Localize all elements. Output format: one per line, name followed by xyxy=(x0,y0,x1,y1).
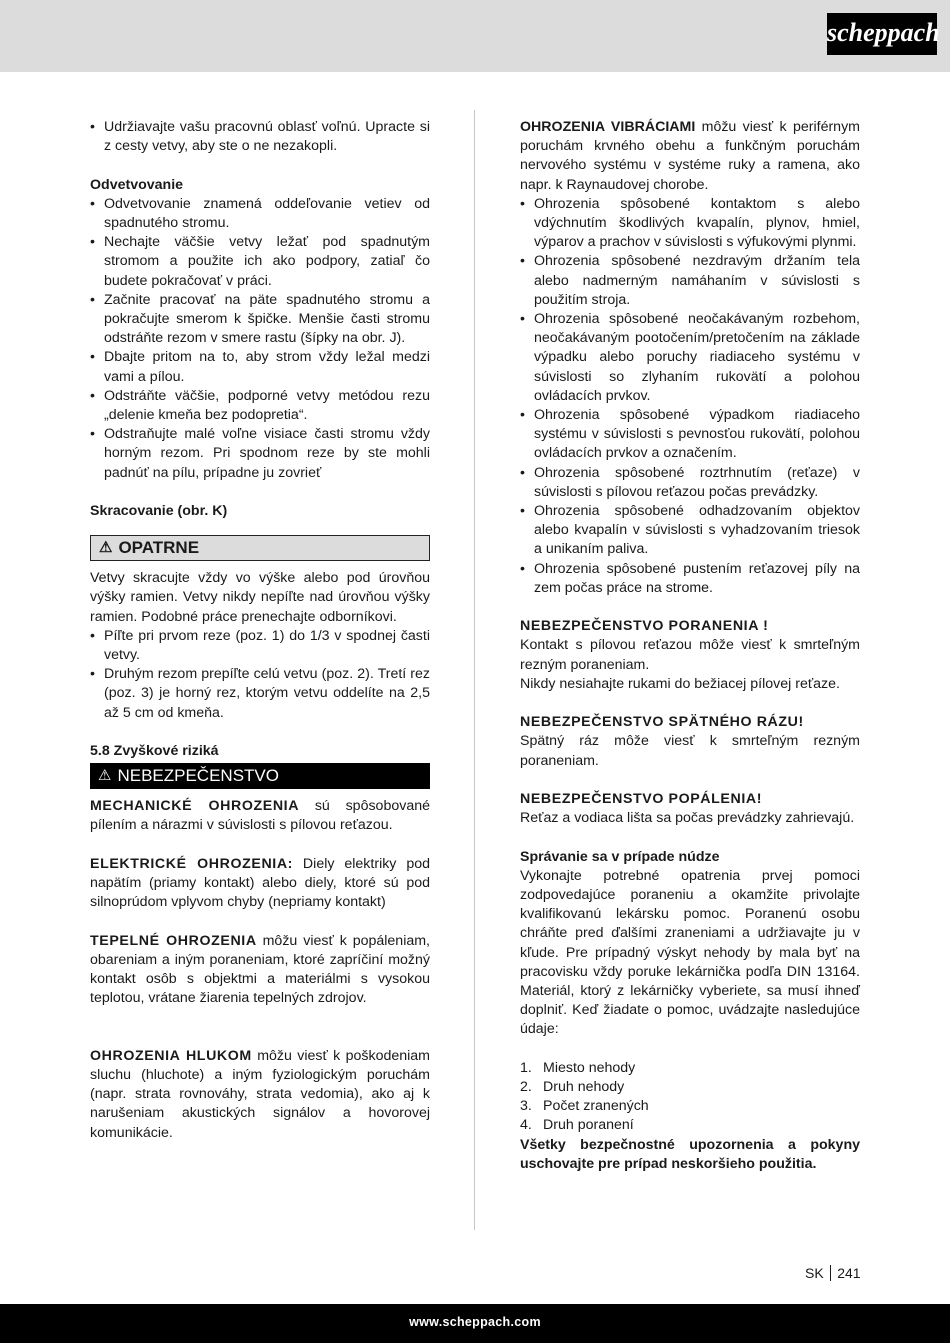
list-item: • Začnite pracovať na päte spadnutého stromu a pokračujte smerom k špičke. Menšie časti stromu odstráňte rezom v smere rastu (šípky na obr. J). xyxy=(90,291,430,349)
hazards-list xyxy=(520,195,860,598)
list-item: • Druhým rezom prepíľte celú vetvu (poz. 2). Tretí rez (poz. 3) je horný rez, ktorým vetvu oddelíte na 2,5 až 5 cm od kmeňa. xyxy=(90,665,430,723)
mechanical-hazards: MECHANICKÉ OHROZENIA sú spôsobované pílením a nárazmi v súvislosti s pílovou reťazou. xyxy=(90,798,430,834)
page-separator xyxy=(830,1265,832,1281)
electrical-hazards: ELEKTRICKÉ OHROZENIA: Diely elektriky pod napätím (priamy kontakt) alebo diely, ktoré sú pod silnoprúdom vplyvom chyby (nepriamy kontakt) xyxy=(90,855,430,911)
section-title-skracovanie: Skracovanie (obr. K) xyxy=(90,503,228,520)
section-title-risks: 5.8 Zvyškové riziká xyxy=(90,743,219,760)
danger-label: NEBEZPEČENSTVO xyxy=(117,766,279,786)
list-item: • Nechajte väčšie vetvy ležať pod spadnutým stromom a použite ich ako podpory, zatiaľ čo budete pokračovať v práci. xyxy=(90,233,430,291)
warning-triangle-icon: ⚠ xyxy=(99,539,113,557)
list-item: • Ohrozenia spôsobené nezdravým držaním tela alebo nadmerným namáhaním v súvislosti s použitím stroja. xyxy=(520,252,860,310)
brand-logo: scheppach xyxy=(827,13,937,55)
list-item: • Odstraňujte malé voľne visiace časti stromu vždy horným rezom. Pri spodnom reze by ste mohli padnúť na pílu, prípadne ju zovrieť xyxy=(90,425,430,483)
injury-title: NEBEZPEČENSTVO PORANENIA ! xyxy=(520,618,769,635)
list-item: • Ohrozenia spôsobené neočakávaným rozbehom, neočakávaným pootočením/pretočením na základe výpadku alebo poruchy riadiaceho systému v súvislosti so zlyhaním rukovätí a polohou ovládacích prvkov. xyxy=(520,310,860,406)
list-item: • Píľte pri prvom reze (poz. 1) do 1/3 v spodnej časti vetvy. xyxy=(90,627,430,665)
column-divider xyxy=(474,110,475,1230)
odvetvovanie-list xyxy=(90,195,430,483)
footer-url[interactable]: www.scheppach.com xyxy=(409,1315,541,1329)
list-item: • Ohrozenia spôsobené odhadzovaním objektov alebo kvapalín v súvislosti s vyhadzovaním triesok a unikaním paliva. xyxy=(520,502,860,560)
list-item: • Dbajte pritom na to, aby strom vždy ležal medzi vami a pílou. xyxy=(90,348,430,386)
list-item: • Ohrozenia spôsobené roztrhnutím (reťaze) v súvislosti s pílovou reťazou počas prevádzky. xyxy=(520,464,860,502)
injury-text-2: Nikdy nesiahajte rukami do bežiacej pílovej reťaze. xyxy=(520,675,840,692)
page-number xyxy=(805,1265,861,1281)
list-item: • Odstráňte väčšie, podporné vetvy metódou rezu „delenie kmeňa bez podopretia“. xyxy=(90,387,430,425)
section-title-odvetvovanie: Odvetvovanie xyxy=(90,176,184,193)
right-column xyxy=(520,118,860,1174)
noise-hazards: OHROZENIA HLUKOM môžu viesť k poškodeniam sluchu (hluchote) a iným fyziologickým poruchám (napr. strata rovnováhy, strata vedomia), ako aj k narušeniam akustických signálov a hovorovej komunikácie. xyxy=(90,1047,430,1141)
list-item: 3. Počet zranených xyxy=(520,1098,649,1115)
list-item: 2. Druh nehody xyxy=(520,1079,625,1096)
left-column xyxy=(90,118,430,1143)
list-item: • Ohrozenia spôsobené pustením reťazovej píly na zem počas práce na strome. xyxy=(520,560,860,598)
kickback-title: NEBEZPEČENSTVO SPÄTNÉHO RÁZU! xyxy=(520,714,804,731)
emergency-list xyxy=(520,1059,860,1136)
final-note: Všetky bezpečnostné upozornenia a pokyny uschovajte pre prípad neskoršieho použitia. xyxy=(520,1136,860,1172)
caution-banner xyxy=(90,535,430,561)
list-item: • Odvetvovanie znamená oddeľovanie vetiev od spadnutého stromu. xyxy=(90,195,430,233)
burn-text: Reťaz a vodiaca lišta sa počas prevádzky zahrievajú. xyxy=(520,810,855,827)
list-item: 1. Miesto nehody xyxy=(520,1059,636,1076)
page-number-value: 241 xyxy=(837,1265,861,1281)
caution-label: OPATRNE xyxy=(118,538,200,558)
footer-bar xyxy=(0,1304,950,1343)
list-item: 4. Druh poranení xyxy=(520,1117,634,1134)
list-item: • Ohrozenia spôsobené kontaktom s alebo vdýchnutím škodlivých kvapalín, plynov, hmiel, výparov a prachov v súvislosti s výfukovými plynmi. xyxy=(520,195,860,253)
list-item: • Udržiavajte vašu pracovnú oblasť voľnú. Upracte si z cesty vetvy, aby ste o ne nezakopli. xyxy=(90,118,430,156)
emergency-text: Vykonajte potrebné opatrenia prvej pomoci zodpovedajúce poraneniu a okamžite privolajte kvalifikovanú lekársku pomoc. Poranenú osobu chráňte pred ďalšími zraneniami a udržiavajte ju v kľude. Pre prípadný výskyt nehody by mala byť na pracovisku vždy poruke lekárnička podľa DIN 13164. Materiál, ktorý z lekárničky vyberiete, sa musí ihneď doplniť. Keď žiadate o pomoc, uvádzajte nasledujúce údaje: xyxy=(520,867,860,1038)
vibration-hazards: OHROZENIA VIBRÁCIAMI môžu viesť k periférnym poruchám krvného obehu a funkčným poruchám nervového systému v systéme ruky a ramena, ako napr. k Raynaudovej chorobe. xyxy=(520,119,860,193)
kickback-text: Spätný ráz môže viesť k smrteľným rezným poraneniam. xyxy=(520,733,860,769)
page-language: SK xyxy=(805,1265,824,1281)
intro-list xyxy=(90,118,430,156)
injury-text: Kontakt s pílovou reťazou môže viesť k smrteľným rezným poraneniam. xyxy=(520,637,860,673)
danger-banner xyxy=(90,763,430,789)
burn-title: NEBEZPEČENSTVO POPÁLENIA! xyxy=(520,791,763,808)
header-bar xyxy=(0,0,950,72)
emergency-title: Správanie sa v prípade núdze xyxy=(520,848,720,865)
warning-triangle-icon: ⚠ xyxy=(98,767,112,785)
caution-text: Vetvy skracujte vždy vo výške alebo pod úrovňou výšky ramien. Vetvy nikdy nepíľte nad úrovňou výšky ramien. Podobné práce prenechajte odborníkovi. xyxy=(90,570,430,625)
list-item: • Ohrozenia spôsobené výpadkom riadiaceho systému v súvislosti s pevnosťou rukovätí, polohou ovládacích prvkov a označením. xyxy=(520,406,860,464)
caution-list xyxy=(90,627,430,723)
thermal-hazards: TEPELNÉ OHROZENIA môžu viesť k popáleniam, obareniam a iným poraneniam, ktoré zapríčiní možný kontakt osôb s objektmi a materiálmi s vysokou teplotou, vrátane žiarenia tepelných zdrojov. xyxy=(90,932,431,1007)
